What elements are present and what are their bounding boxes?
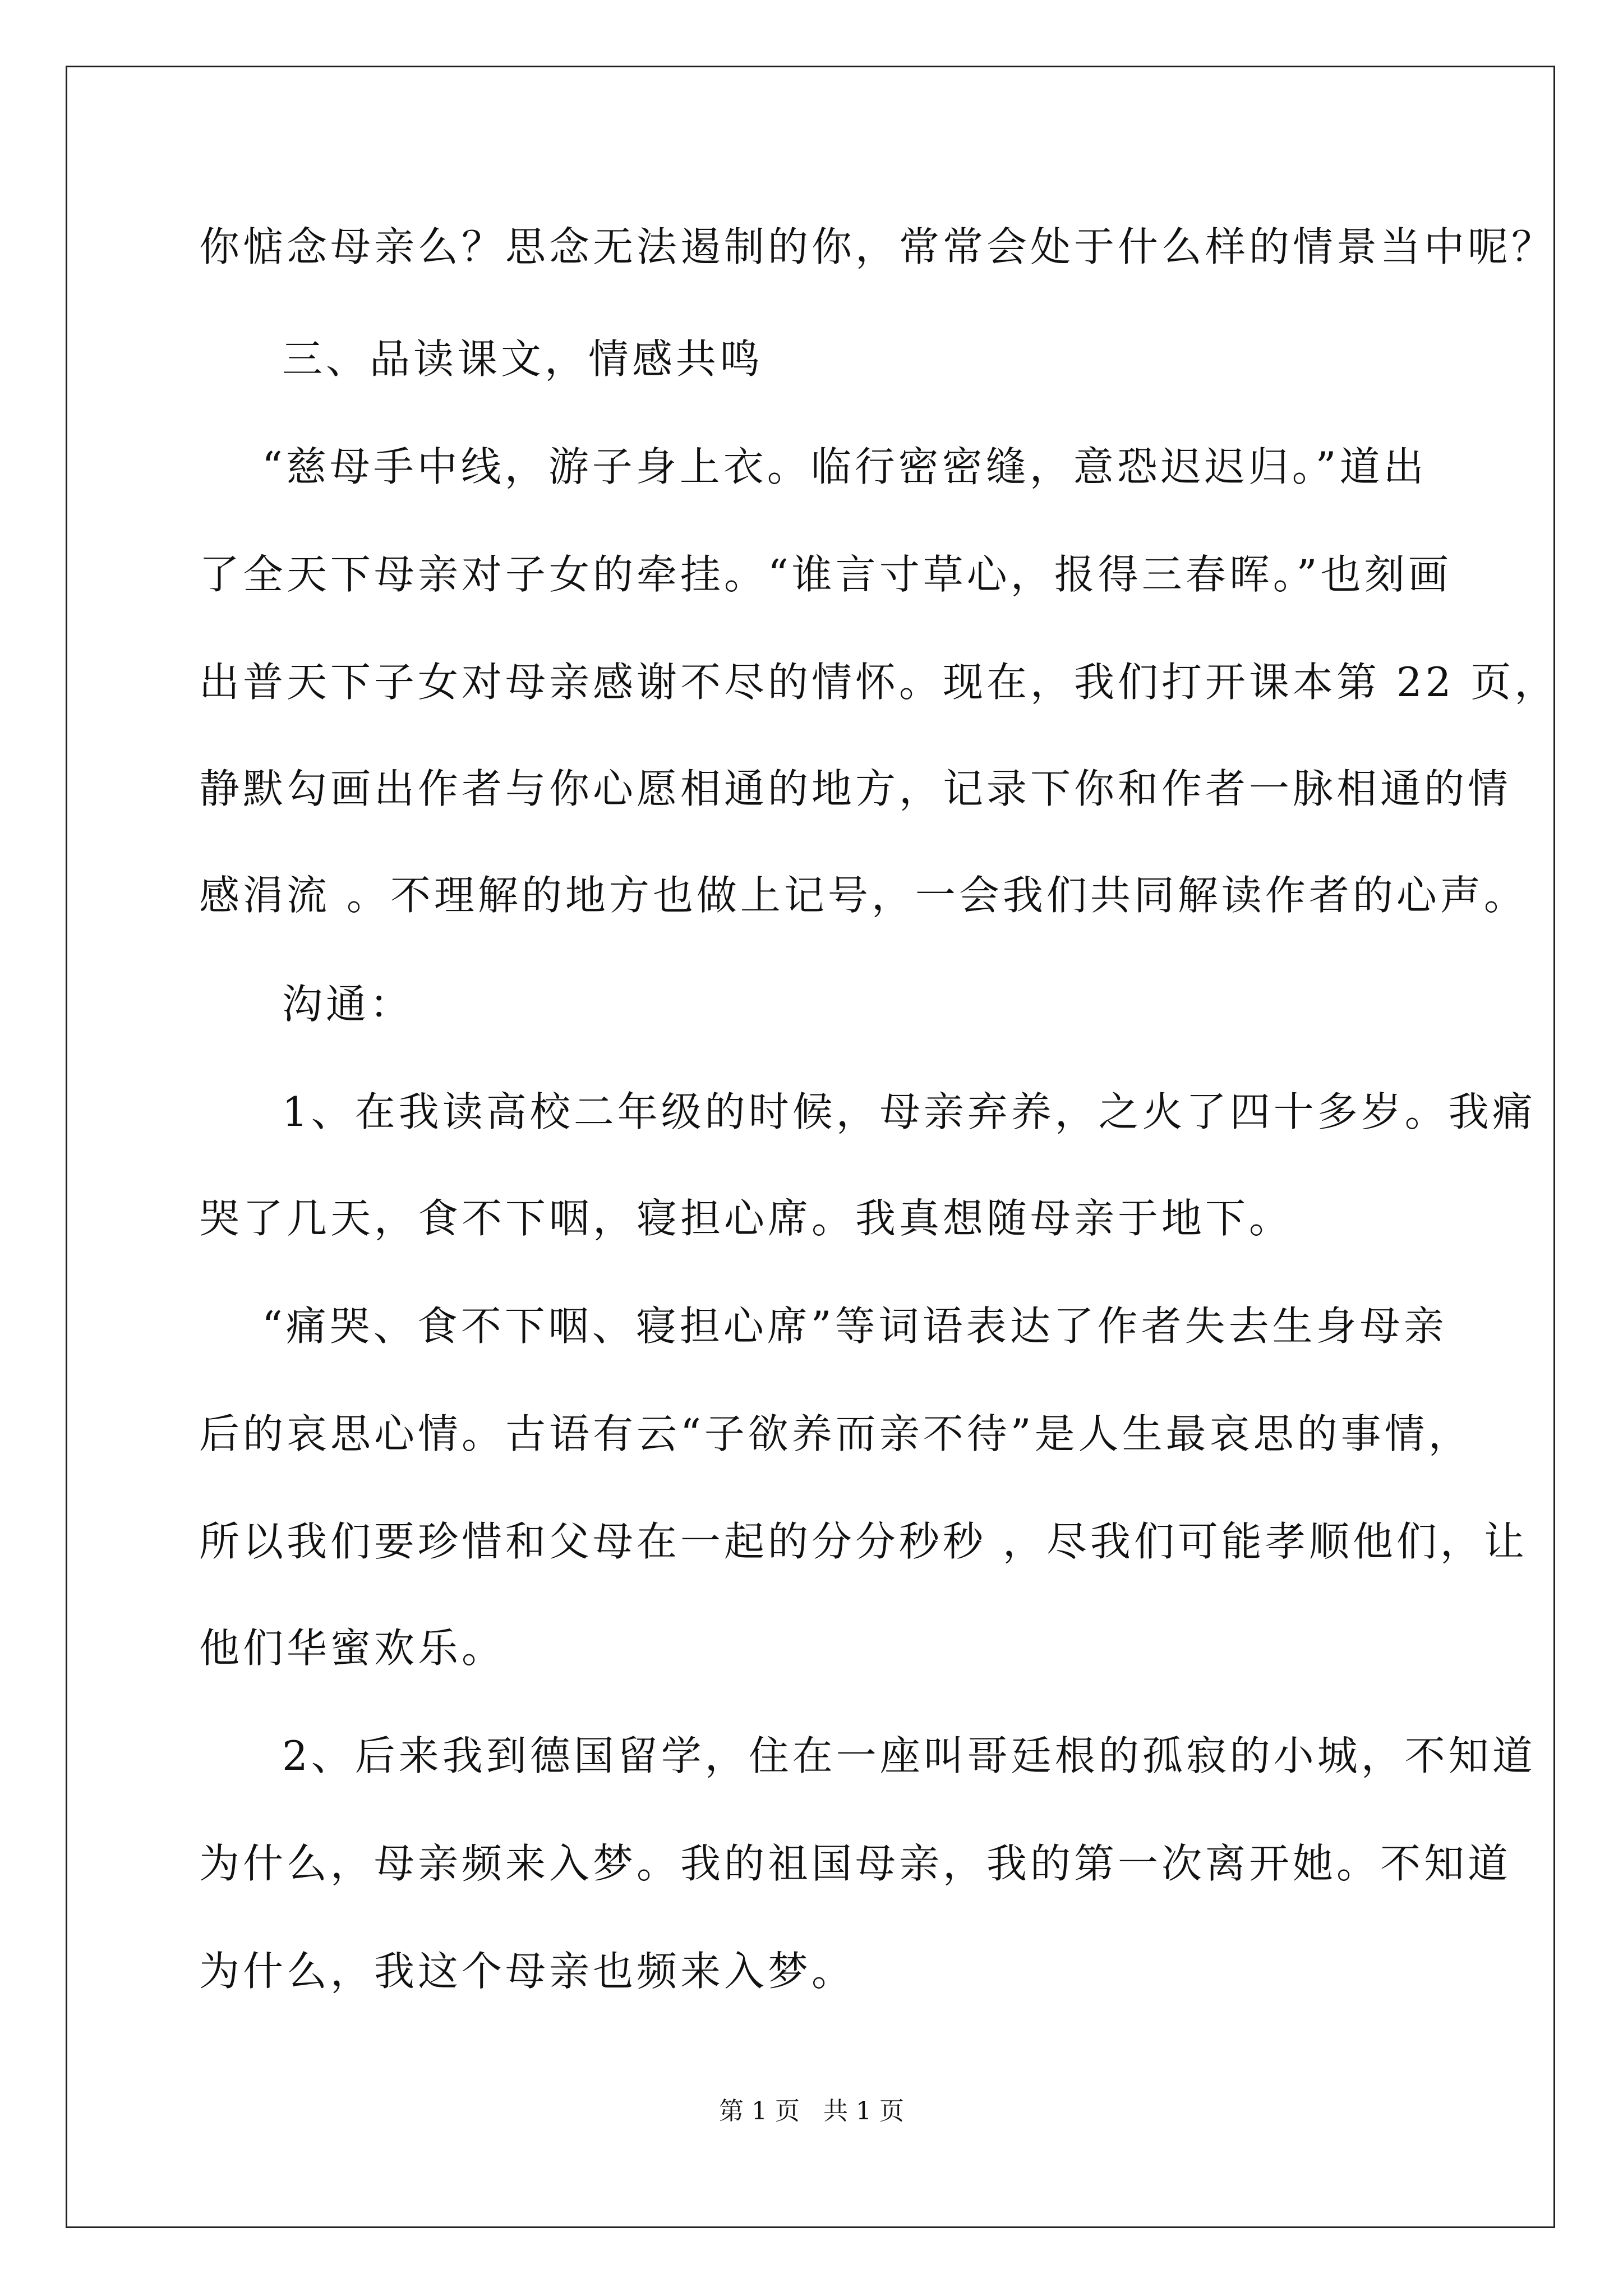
text-line-1: 你惦念母亲么？思念无法遏制的你，常常会处于什么样的情景当中呢？ [199, 223, 1556, 270]
page-footer [0, 2099, 1623, 2124]
text-line-4: 了全天下母亲对子女的牵挂。“谁言寸草心，报得三春晖。”也刻画 [199, 551, 1452, 598]
text-line-13: 所以我们要珍惜和父母在一起的分分秒秒 ，尽我们可能孝顺他们，让 [199, 1518, 1528, 1565]
text-line-3: “慈母手中线，游子身上衣。临行密密缝，意恐迟迟归。”道出 [262, 443, 1427, 490]
text-line-17: 为什么，我这个母亲也频来入梦。 [199, 1948, 856, 1995]
text-line-12: 后的哀思心情。古语有云“子欲养而亲不待”是人生最哀思的事情， [199, 1410, 1472, 1457]
text-line-2: 三、品读课文，情感共鸣 [282, 335, 764, 383]
text-line-10: 哭了几天，食不下咽，寝担心席。我真想随母亲于地下。 [199, 1195, 1293, 1242]
text-line-5: 出普天下子女对母亲感谢不尽的情怀。现在，我们打开课本第 22 页， [199, 659, 1559, 706]
text-line-16: 为什么，母亲频来入梦。我的祖国母亲，我的第一次离开她。不知道 [199, 1840, 1512, 1887]
page-number-current: 第 1 页 [719, 2097, 800, 2125]
text-line-14: 他们华蜜欢乐。 [199, 1625, 506, 1672]
text-line-9: 1、在我读高校二年级的时候，母亲弃养，之火了四十多岁。我痛 [282, 1088, 1536, 1135]
text-line-15: 2、后来我到德国留学，住在一座叫哥廷根的孤寂的小城，不知道 [282, 1732, 1536, 1779]
page-border [66, 66, 1555, 2228]
page-number-total: 共 1 页 [823, 2097, 904, 2125]
text-line-11: “痛哭、食不下咽、寝担心席”等词语表达了作者失去生身母亲 [262, 1303, 1447, 1350]
text-line-6: 静默勾画出作者与你心愿相通的地方，记录下你和作者一脉相通的情 [199, 765, 1512, 812]
text-line-7: 感涓流 。不理解的地方也做上记号，一会我们共同解读作者的心声。 [199, 872, 1528, 919]
text-line-8: 沟通： [282, 981, 414, 1028]
